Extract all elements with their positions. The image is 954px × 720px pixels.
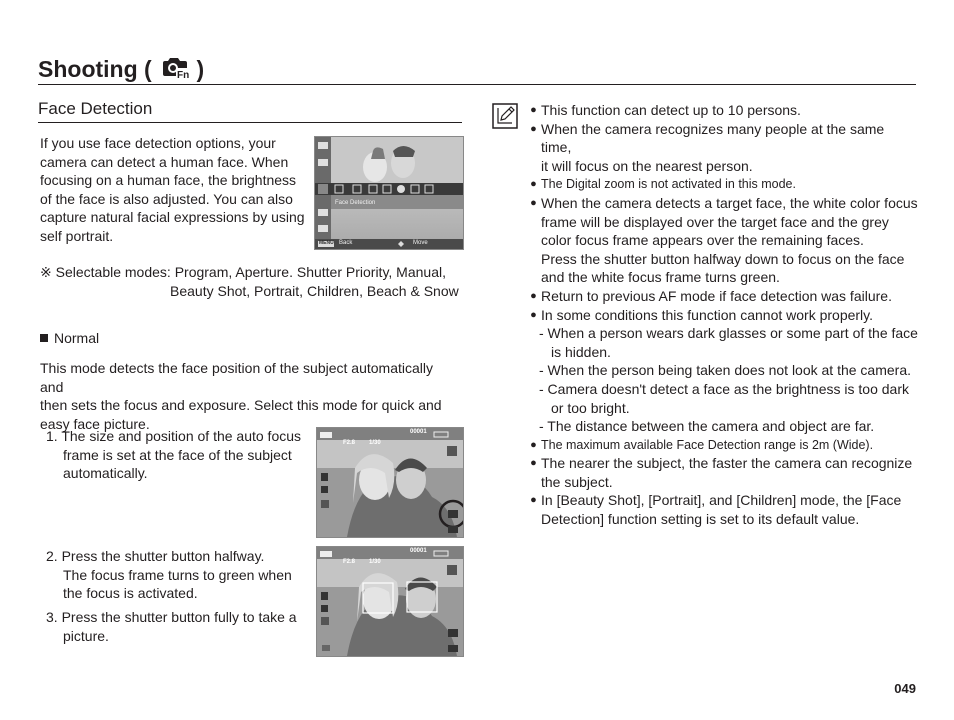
normal-heading (40, 329, 99, 348)
note-line: color focus frame appears over the remaining faces. (541, 232, 864, 249)
menu-caption: Face Detection (335, 200, 376, 206)
note-subitem (526, 417, 918, 436)
note-line: Press the shutter button halfway down to focus on the face (541, 250, 905, 267)
note-paragraph (526, 250, 918, 287)
intro-line: camera can detect a human face. When (40, 153, 289, 170)
note-line: Return to previous AF mode if face detection was failure. (541, 287, 892, 304)
step-2 (46, 547, 306, 603)
intro-line: of the face is also adjusted. You can also (40, 190, 293, 207)
intro-text (40, 134, 310, 246)
intro-line: If you use face detection options, your (40, 135, 276, 151)
note-item (526, 101, 918, 120)
note-line: This function can detect up to 10 persons. (541, 102, 801, 118)
page-title (38, 54, 204, 87)
menu-back-label: Back (339, 240, 353, 246)
note-line: Detection] function setting is set to its default value. (541, 511, 860, 528)
section-title: Face Detection (38, 99, 153, 118)
description-line: then sets the focus and exposure. Select this mode for quick and (40, 397, 442, 414)
section-divider (38, 122, 462, 123)
step-text: The focus frame turns to green when (63, 566, 292, 583)
step-text: 3. Press the shutter button fully to take a (46, 609, 297, 625)
note-line: and the white focus frame turns green. (541, 269, 780, 286)
note-line: it will focus on the nearest person. (541, 157, 753, 174)
modes-line: Beauty Shot, Portrait, Children, Beach & Snow (170, 282, 459, 299)
note-line: - The distance between the camera and object are far. (539, 418, 875, 435)
note-line: frame will be displayed over the target face and the grey (541, 213, 889, 230)
note-line: - When a person wears dark glasses or some part of the face (539, 325, 918, 342)
note-item (526, 120, 918, 176)
camera-fn-icon (159, 54, 189, 87)
note-line: When the camera detects a target face, the white color focus (541, 194, 918, 211)
notes-list (526, 101, 918, 529)
bullet-icon: ● (530, 438, 537, 451)
note-item (526, 306, 918, 325)
bullet-icon: ● (530, 457, 537, 470)
note-item (526, 491, 918, 528)
shot-counter: 00001 (410, 548, 427, 554)
note-subitem (526, 361, 918, 380)
aperture-value: F2.8 (343, 440, 356, 446)
note-line: the subject. (541, 473, 613, 490)
step-text: automatically. (63, 465, 148, 482)
step-text: the focus is activated. (63, 585, 198, 602)
note-item (526, 436, 918, 455)
shutter-value: 1/30 (369, 559, 381, 565)
svg-text:Fn: Fn (177, 70, 190, 81)
intro-line: focusing on a human face, the brightness (40, 172, 297, 189)
note-line: or too bright. (551, 399, 630, 416)
note-line: The Digital zoom is not activated in this mode. (541, 177, 796, 192)
note-line: The nearer the subject, the faster the camera can recognize (541, 455, 913, 472)
bullet-icon: ● (530, 122, 537, 135)
note-item (526, 454, 918, 491)
step-text: 1. The size and position of the auto focus (46, 428, 302, 444)
step-1 (46, 427, 306, 483)
bullet-icon: ● (530, 196, 537, 209)
note-line: - Camera doesn't detect a face as the brightness is too dark (539, 380, 909, 397)
note-line: The maximum available Face Detection range is 2m (Wide). (541, 437, 874, 452)
bullet-icon: ● (530, 494, 537, 507)
face-detection-menu-screenshot (314, 136, 464, 250)
intro-line: capture natural facial expressions by using (40, 209, 305, 226)
note-line: In some conditions this function cannot work properly. (541, 306, 874, 323)
note-pencil-icon (492, 103, 518, 129)
step-text: 2. Press the shutter button halfway. (46, 548, 265, 564)
step-3 (46, 608, 306, 645)
bullet-icon: ● (530, 308, 537, 321)
description-line: easy face picture. (40, 415, 150, 432)
bullet-icon: ● (530, 104, 537, 116)
couple-photo-focus-frames-screenshot (316, 546, 464, 657)
modes-line: ※ Selectable modes: Program, Aperture. Shutter Priority, Manual, (40, 264, 446, 280)
page-title-prefix: Shooting ( (38, 56, 152, 82)
square-bullet-icon (40, 334, 48, 342)
description-line: This mode detects the face position of the subject automatically and (40, 360, 433, 395)
note-item (526, 175, 918, 194)
note-subitem (526, 380, 918, 417)
step-text: frame is set at the face of the subject (63, 446, 292, 463)
shot-counter: 00001 (410, 429, 427, 435)
normal-heading-text: Normal (54, 330, 100, 346)
aperture-value: F2.8 (343, 559, 356, 565)
bullet-icon: ● (530, 289, 537, 302)
note-subitem (526, 324, 918, 361)
note-line: When the camera recognizes many people at the same time, (541, 120, 885, 156)
shutter-value: 1/30 (369, 440, 381, 446)
page-title-suffix: ) (196, 56, 205, 82)
page-number: 049 (894, 681, 916, 696)
note-line: In [Beauty Shot], [Portrait], and [Children] mode, the [Face (541, 492, 902, 509)
note-item (526, 194, 918, 250)
bullet-icon: ● (530, 178, 537, 191)
intro-line: self portrait. (40, 227, 114, 244)
note-line: - When the person being taken does not look at the camera. (539, 362, 912, 379)
couple-photo-lcd-screenshot (316, 427, 464, 538)
menu-button-label: MENU (319, 240, 334, 246)
normal-description (40, 359, 460, 433)
note-line: is hidden. (551, 343, 611, 360)
title-divider (38, 84, 916, 85)
selectable-modes (40, 263, 470, 300)
menu-move-label: Move (413, 240, 428, 246)
step-text: picture. (63, 627, 109, 644)
note-item (526, 287, 918, 306)
